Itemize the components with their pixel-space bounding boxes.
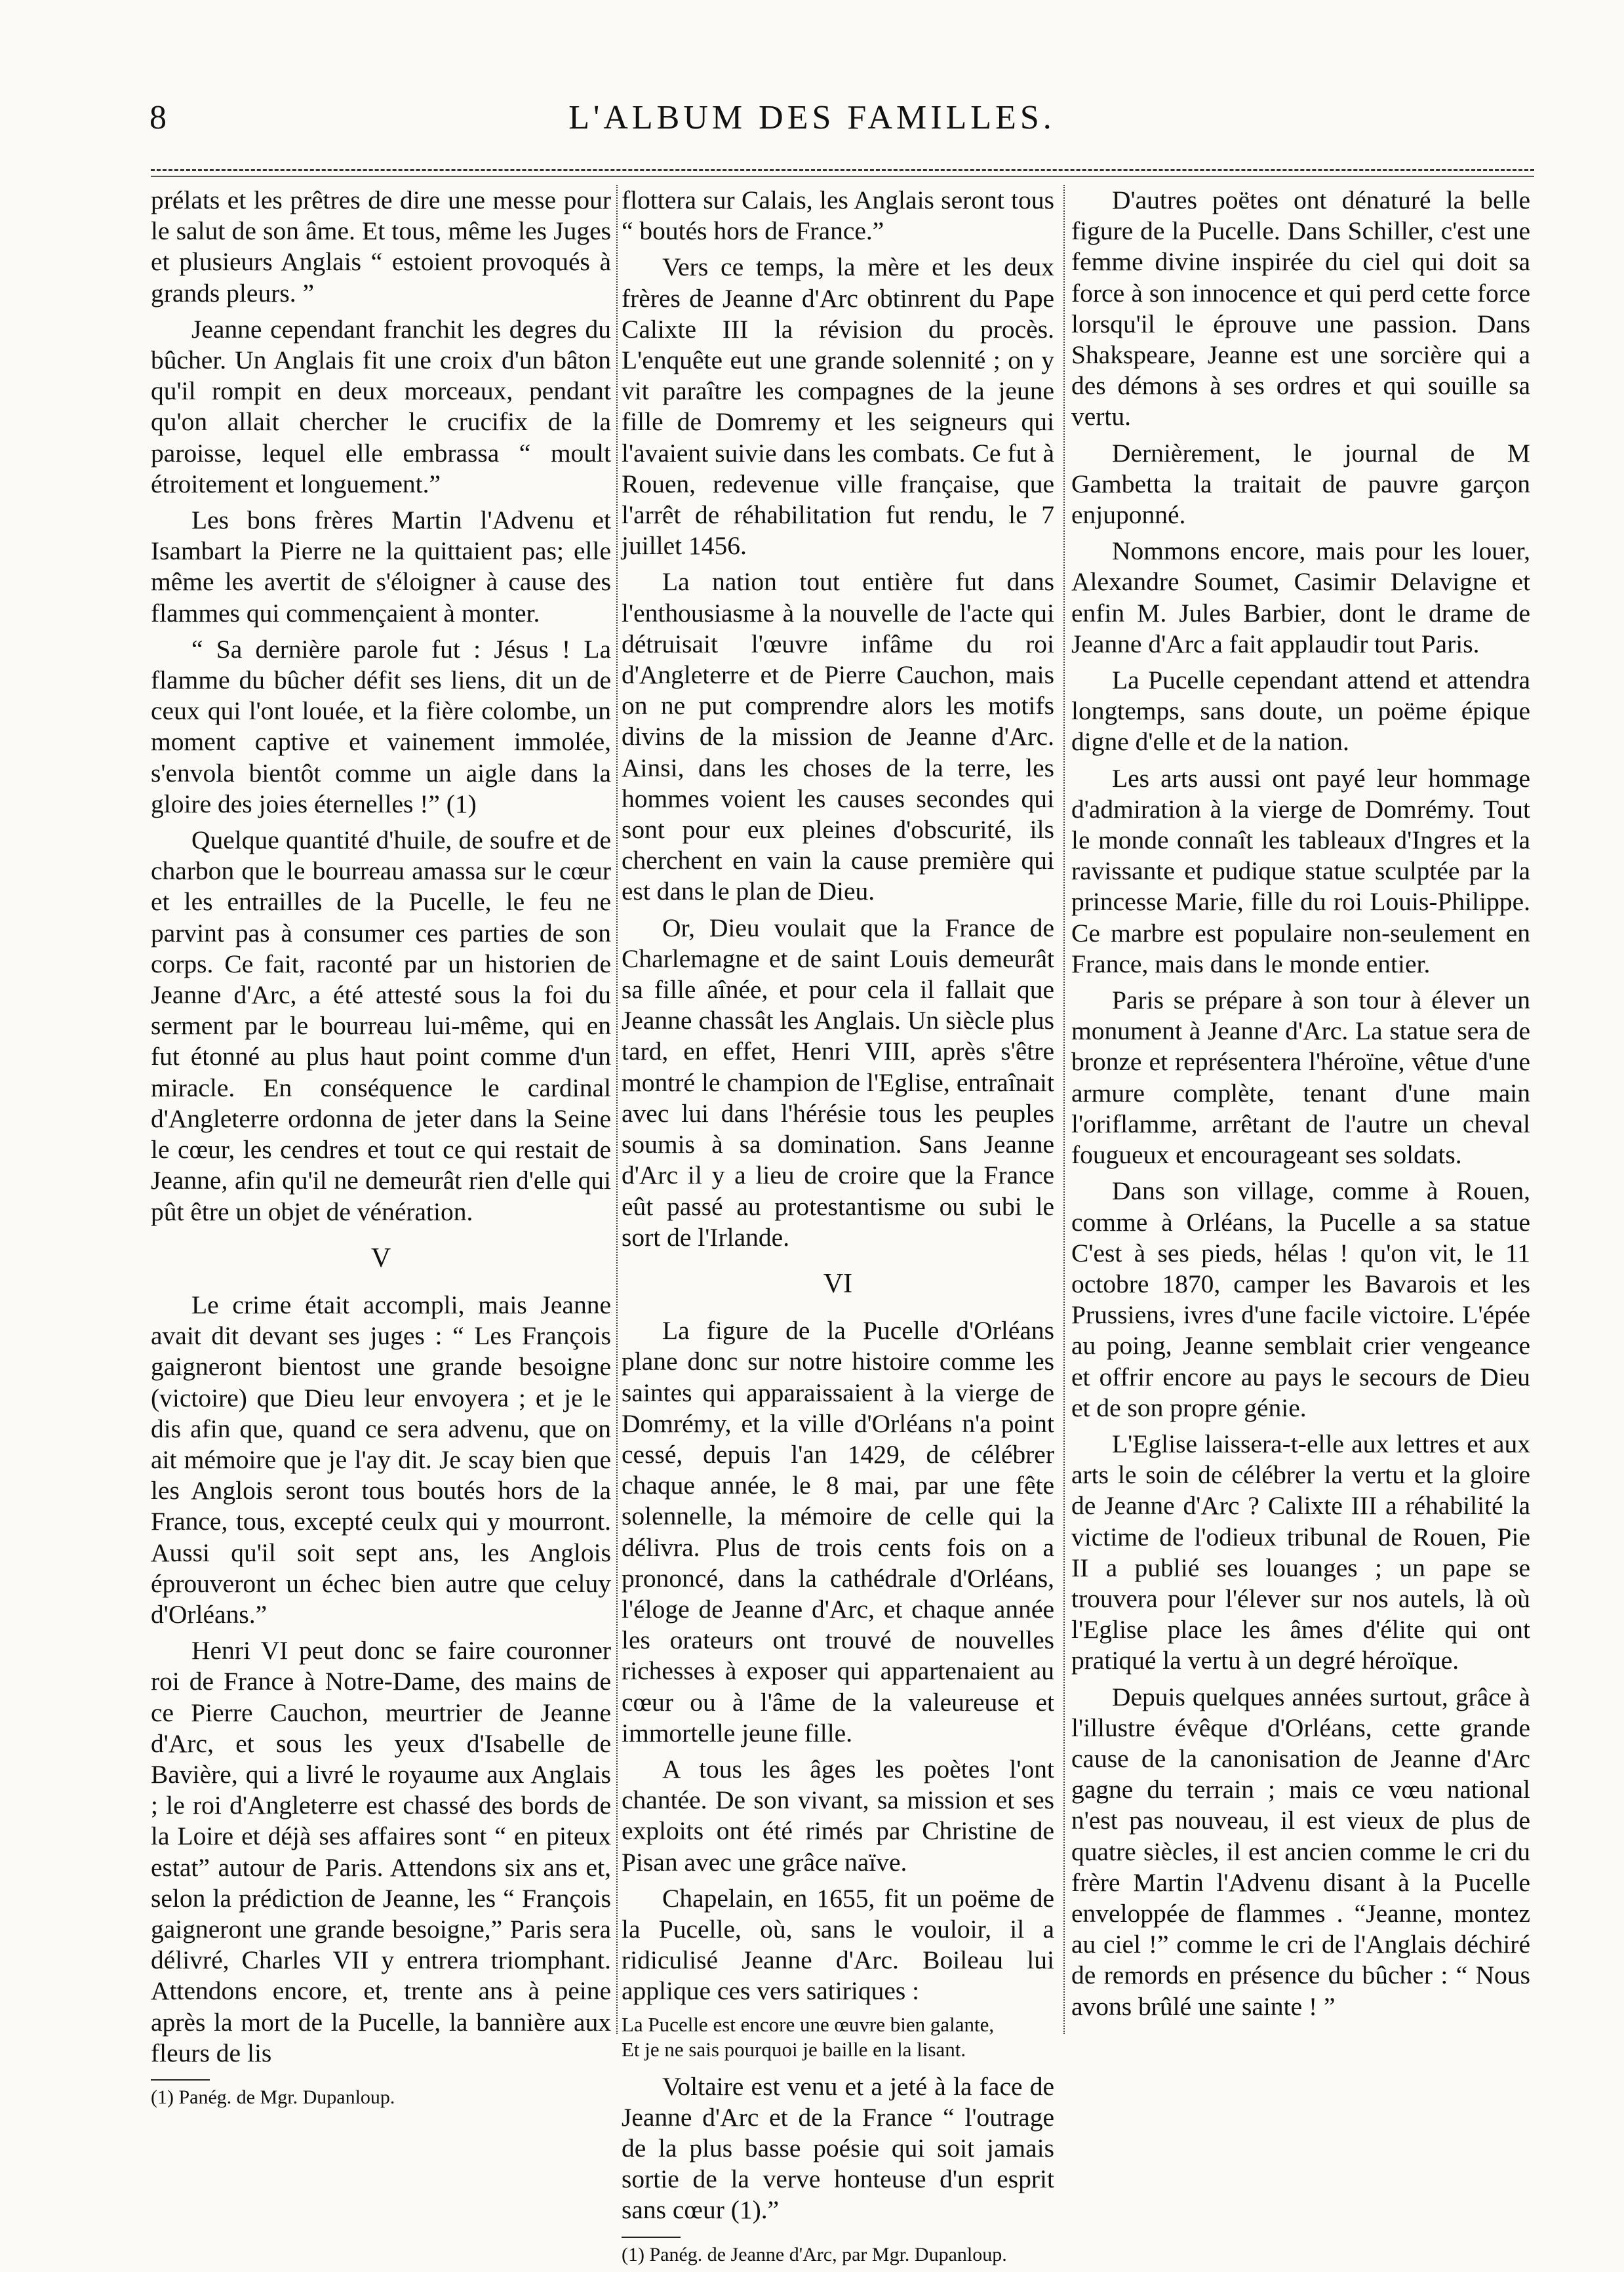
paragraph: Depuis quelques années surtout, grâce à l'illustre évêque d'Orléans, cette grande cause de la canonisation de Jeanne d'Arc gagne du terrain ; mais ce vœu national n'est pas nouveau, il est vieux de plus de quatre siècles, il est ancien comme le cri du frère Martin l'Advenu disant à la Pucelle enveloppée de flammes . “Jeanne, montez au ciel !” comme le cri de l'Anglais déchiré de remords en présence du bûcher : “ Nous avons brûlé une sainte ! ” bbox=[1071, 1682, 1530, 2021]
section-heading: VI bbox=[823, 1268, 853, 1299]
paragraph: Dernièrement, le journal de M Gambetta la traitait de pauvre garçon enjuponné. bbox=[1071, 438, 1530, 530]
middle-column bbox=[622, 185, 1054, 2272]
paragraph: Quelque quantité d'huile, de soufre et de charbon que le bourreau amassa sur le cœur et les entrailles de la Pucelle, le feu ne parvint pas à consumer ces parties de son corps. Ce fait, raconté par un historien de Jeanne d'Arc, a été attesté sous la foi du serment par le bourreau lui-même, qui en fut étonné au plus haut point comme d'un miracle. En conséquence le cardinal d'Angleterre ordonna de jeter dans la Seine le cœur, les cendres et tout ce qui restait de Jeanne, afin qu'il ne demeurât rien d'elle qui pût être un objet de vénération. bbox=[151, 826, 611, 1226]
paragraph: Les arts aussi ont payé leur hommage d'admiration à la vierge de Domrémy. Tout le monde connaît les tableaux d'Ingres et la ravissante et pudique statue sculptée par la princesse Marie, fille du roi Louis-Philippe. Ce marbre est populaire non-seulement en France, mais dans le monde entier. bbox=[1071, 763, 1530, 978]
paragraph: Le crime était accompli, mais Jeanne avait dit devant ses juges : “ Les François gaigneront bientost une grande besoigne (victoire) que Dieu leur envoyera ; et je le dis afin que, quand ce sera advenu, que on ait mémoire que je l'ay dit. Je scay bien que les Anglois seront tous boutés hors de la France, tous, excepté ceulx qui y mourront. Aussi qu'il soit sept ans, les Anglois éprouveront un échec bien autre que celuy d'Orléans.” bbox=[151, 1290, 611, 1629]
column-divider-right bbox=[1063, 185, 1065, 2034]
paragraph: Chapelain, en 1655, fit un poëme de la Pucelle, où, sans le vouloir, il a ridiculisé Jeanne d'Arc. Boileau lui applique ces vers satiriques : bbox=[622, 1883, 1054, 2006]
paragraph: Vers ce temps, la mère et les deux frères de Jeanne d'Arc obtinrent du Pape Calixte III la révision du procès. L'enquête eut une grande solennité ; on y vit paraître les compagnes de la jeune fille de Domremy et les seigneurs qui l'avaient suivie dans les combats. Ce fut à Rouen, redevenue ville française, que l'arrêt de réhabilitation fut rendu, le 7 juillet 1456. bbox=[622, 252, 1054, 561]
paragraph: La figure de la Pucelle d'Orléans plane donc sur notre histoire comme les saintes qui apparaissaient à la vierge de Domrémy, et la ville d'Orléans n'a point cessé, depuis l'an 1429, de célébrer chaque année, le 8 mai, par une fête solennelle, la mémoire de celle qui la délivra. Plus de trois cents fois on a prononcé, dans la cathédrale d'Orléans, l'éloge de Jeanne d'Arc, et chaque année les orateurs ont trouvé de nouvelles richesses à exposer qui appartenaient au cœur ou à l'âme de la valeureuse et immortelle jeune fille. bbox=[622, 1316, 1054, 1747]
paragraph: “ Sa dernière parole fut : Jésus ! La flamme du bûcher défit ses liens, dit un de ceux qui l'ont louée, et la fière colombe, un moment captive et vainement immolée, s'envola bientôt comme un aigle dans la gloire des joies éternelles !” (1) bbox=[151, 634, 611, 818]
paragraph: A tous les âges les poètes l'ont chantée. De son vivant, sa mission et ses exploits ont été rimés par Christine de Pisan avec une grâce naïve. bbox=[622, 1754, 1054, 1877]
footnote-rule bbox=[151, 2079, 210, 2081]
paragraph: D'autres poëtes ont dénaturé la belle figure de la Pucelle. Dans Schiller, c'est une femme divine inspirée du ciel qui doit sa force à son innocence et qui perd cette force lorsqu'il le éprouve une passion. Dans Shakspeare, Jeanne est une sorcière qui a des démons à ses ordres et qui souille sa vertu. bbox=[1071, 186, 1530, 431]
left-column bbox=[151, 185, 611, 2115]
column-divider-left bbox=[616, 185, 618, 2034]
paragraph: Nommons encore, mais pour les louer, Alexandre Soumet, Casimir Delavigne et enfin M. Jules Barbier, dont le drame de Jeanne d'Arc a fait applaudir tout Paris. bbox=[1071, 536, 1530, 658]
verse-quote bbox=[622, 2012, 1054, 2062]
paragraph: La nation tout entière fut dans l'enthousiasme à la nouvelle de l'acte qui détruisait l'œuvre infâme du roi d'Angleterre et de Pierre Cauchon, mais on ne put comprendre alors les motifs divins de la mission de Jeanne d'Arc. Ainsi, dans les choses de la terre, les hommes voient les causes secondes qui sont pour eux pleines d'obscurité, ils cherchent en vain la cause première qui est dans le plan de Dieu. bbox=[622, 567, 1054, 906]
paragraph: Dans son village, comme à Rouen, comme à Orléans, la Pucelle a sa statue C'est à ses pieds, hélas ! qu'on vit, le 11 octobre 1870, camper les Bavarois et les Prussiens, ivres d'une facile victoire. L'épée au poing, Jeanne semblait crier vengeance et offrir encore au pays le secours de Dieu et de son propre génie. bbox=[1071, 1176, 1530, 1422]
paragraph: Henri VI peut donc se faire couronner roi de France à Notre-Dame, des mains de ce Pierre Cauchon, meurtrier de Jeanne d'Arc, et sous les yeux d'Isabelle de Bavière, qui a livré le royaume aux Anglais ; le roi d'Angleterre est chassé des bords de la Loire et déjà ses affaires sont “ en piteux estat” autour de Paris. Attendons six ans et, selon la prédiction de Jeanne, les “ François gaigneront une grande besoigne,” Paris sera délivré, Charles VII y entrera triomphant. Attendons encore, et, trente ans à peine après la mort de la Pucelle, la bannière aux fleurs de lis bbox=[151, 1636, 611, 2067]
paragraph: flottera sur Calais, les Anglais seront tous “ boutés hors de France.” bbox=[622, 186, 1054, 246]
footnote: (1) Panég. de Mgr. Dupanloup. bbox=[151, 2086, 395, 2108]
footnote: (1) Panég. de Jeanne d'Arc, par Mgr. Dupanloup. bbox=[622, 2243, 1007, 2265]
paragraph: Or, Dieu voulait que la France de Charlemagne et de saint Louis demeurât sa fille aînée, et pour cela il fallait que Jeanne chassât les Anglais. Un siècle plus tard, en effet, Henri VIII, après s'être montré le champion de l'Eglise, entraînait avec lui dans l'hérésie tous les peuples soumis à sa domination. Sans Jeanne d'Arc il y a lieu de croire que la France eût passé au protestantisme ou subi le sort de l'Irlande. bbox=[622, 913, 1054, 1252]
right-column bbox=[1071, 185, 1530, 2027]
paragraph: Paris se prépare à son tour à élever un monument à Jeanne d'Arc. La statue sera de bronze et représentera l'héroïne, vêtue d'une armure complète, tenant d'une main l'oriflamme, arrêtant de l'autre un cheval fougueux et encourageant ses soldats. bbox=[1071, 986, 1530, 1170]
footnote-rule bbox=[622, 2237, 681, 2238]
paragraph: Jeanne cependant franchit les degres du bûcher. Un Anglais fit une croix d'un bâton qu'il rompit en deux morceaux, pendant qu'on allait chercher le crucifix de la paroisse, lequel elle embrassa “ moult étroitement et longuement.” bbox=[151, 314, 611, 498]
section-heading: V bbox=[370, 1243, 391, 1273]
paragraph: La Pucelle cependant attend et attendra longtemps, sans doute, un poëme épique digne d'elle et de la nation. bbox=[1071, 666, 1530, 757]
verse-line: La Pucelle est encore une œuvre bien galante, bbox=[622, 2012, 995, 2036]
paragraph: L'Eglise laissera-t-elle aux lettres et aux arts le soin de célébrer la vertu et la gloire de Jeanne d'Arc ? Calixte III a réhabilité la victime de l'odieux tribunal de Rouen, Pie II a publié ses louanges ; un pape se trouvera pour l'élever sur nos autels, là où l'Eglise place les âmes d'élite qui ont pratiqué la vertu à un degré héroïque. bbox=[1071, 1429, 1530, 1675]
verse-line: Et je ne sais pourquoi je baille en la lisant. bbox=[622, 2037, 966, 2061]
page-number: 8 bbox=[149, 99, 167, 136]
paragraph: Les bons frères Martin l'Advenu et Isambart la Pierre ne la quittaient pas; elle même les avertit de s'éloigner à cause des flammes qui commençaient à monter. bbox=[151, 506, 611, 628]
running-title: L'ALBUM DES FAMILLES. bbox=[568, 99, 1056, 136]
header-rule bbox=[151, 169, 1534, 171]
paragraph: prélats et les prêtres de dire une messe pour le salut de son âme. Et tous, même les Juges et plusieurs Anglais “ estoient provoqués à grands pleurs. ” bbox=[151, 186, 611, 308]
paragraph: Voltaire est venu et a jeté à la face de Jeanne d'Arc et de la France “ l'outrage de la plus basse poésie qui soit jamais sortie de la verve honteuse d'un esprit sans cœur (1).” bbox=[622, 2071, 1054, 2225]
header-rule-lower bbox=[151, 176, 1534, 177]
